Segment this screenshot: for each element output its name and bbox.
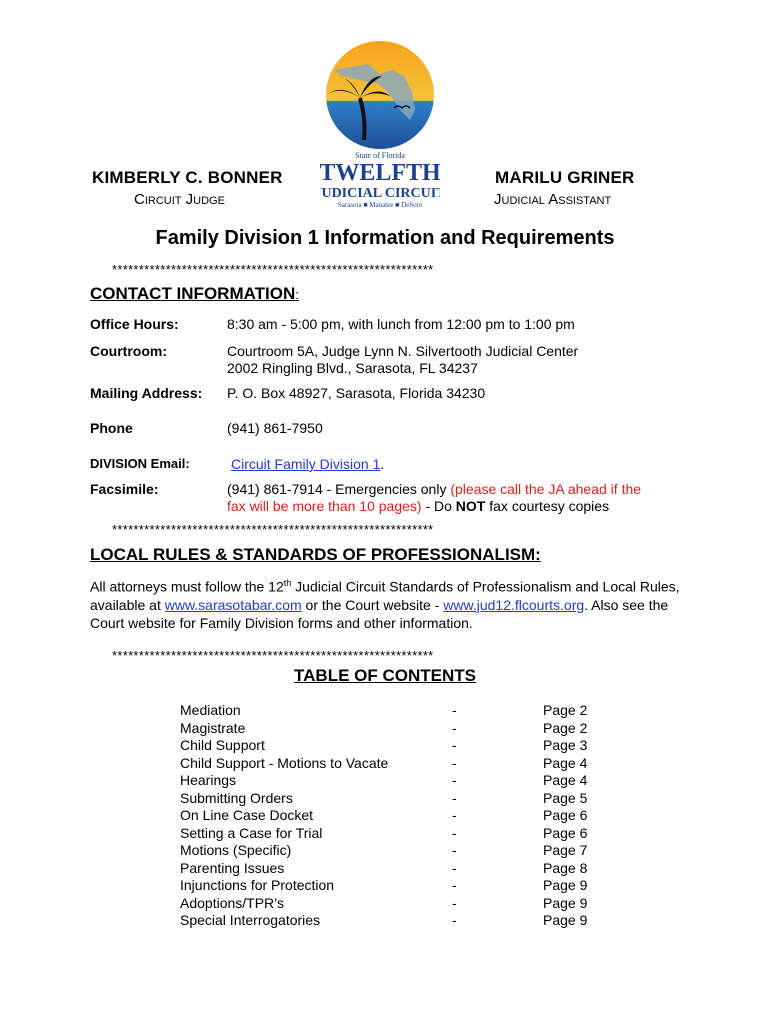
courtroom-value	[227, 343, 578, 377]
assistant-title: Judicial Assistant	[494, 191, 612, 208]
toc-item[interactable]: Motions (Specific) - Page 7	[180, 842, 588, 858]
court-website-link[interactable]: www.jud12.flcourts.org	[443, 596, 585, 613]
toc-item[interactable]: Magistrate - Page 2	[180, 719, 588, 736]
courtroom-label: Courtroom:	[90, 343, 167, 359]
logo-twelfth-text: TWELFTH	[320, 160, 440, 186]
toc-list	[180, 702, 600, 930]
divider: ************************************************************	[112, 262, 434, 277]
toc-item[interactable]: Submitting Orders - Page 5	[180, 789, 588, 806]
email-value: Circuit Family Division 1.	[231, 456, 385, 472]
courtroom-line-1: Courtroom 5A, Judge Lynn N. Silvertooth Judicial Center	[227, 343, 579, 359]
toc-item[interactable]: Parenting Issues - Page 8	[180, 859, 588, 876]
judge-title: Circuit Judge	[134, 191, 225, 208]
toc-item[interactable]: Setting a Case for Trial - Page 6	[180, 824, 588, 841]
office-hours-value: 8:30 am - 5:00 pm, with lunch from 12:00 pm to 1:00 pm	[227, 316, 575, 332]
toc-item[interactable]: Special Interrogatories - Page 9	[180, 912, 588, 928]
toc-item[interactable]: Hearings - Page 4	[180, 772, 588, 788]
rules-paragraph: All attorneys must follow the 12th Judicial Circuit Standards of Professionalism and Local Rules, available at www.sarasotabar.com or the Court website - www.jud12.flcourts.org. Also see the Court website for Family Division forms and other information.	[90, 578, 680, 631]
fax-value: (941) 861-7914 - Emergencies only (please call the JA ahead if the fax will be more than 10 pages) - Do NOT fax courtesy copies	[227, 481, 642, 514]
contact-heading: CONTACT INFORMATION:	[90, 284, 299, 303]
courtroom-line-2: 2002 Ringling Blvd., Sarasota, FL 34237	[227, 360, 478, 376]
toc-title: TABLE OF CONTENTS	[294, 666, 476, 685]
toc-item[interactable]: Child Support - Page 3	[180, 737, 588, 753]
divider: ************************************************************	[112, 522, 434, 537]
toc-item[interactable]: On Line Case Docket - Page 6	[180, 807, 588, 823]
phone-label: Phone	[90, 420, 133, 436]
mailing-label: Mailing Address:	[90, 385, 203, 401]
logo-counties-text: Sarasota ■ Manatee ■ DeSoto	[337, 201, 423, 209]
assistant-name: MARILU GRINER	[495, 168, 635, 187]
circuit-logo	[320, 40, 440, 210]
toc-item[interactable]: Mediation - Page 2	[180, 702, 588, 718]
judge-name: KIMBERLY C. BONNER	[92, 168, 283, 187]
toc-item[interactable]: Child Support - Motions to Vacate - Page 4	[180, 754, 588, 771]
toc-item[interactable]: Adoptions/TPR’s - Page 9	[180, 894, 588, 911]
page-title: Family Division 1 Information and Requirements	[155, 227, 615, 249]
fax-label: Facsimile:	[90, 481, 159, 497]
rules-heading: LOCAL RULES & STANDARDS OF PROFESSIONALISM:	[90, 545, 541, 564]
divider: ************************************************************	[112, 648, 434, 663]
email-label: DIVISION Email:	[90, 456, 190, 471]
sarasotabar-link[interactable]: www.sarasotabar.com	[164, 596, 302, 613]
email-link[interactable]: Circuit Family Division 1	[231, 456, 381, 472]
phone-value: (941) 861-7950	[227, 420, 323, 436]
fax-warning: (please call the JA ahead if the	[450, 481, 642, 497]
toc-item[interactable]: Injunctions for Protection - Page 9	[180, 877, 588, 893]
logo-state-text: State of Florida	[355, 151, 405, 160]
logo-circuit-text: JUDICIAL CIRCUIT	[320, 186, 440, 201]
mailing-value: P. O. Box 48927, Sarasota, Florida 34230	[227, 385, 486, 401]
office-hours-label: Office Hours:	[90, 316, 179, 332]
